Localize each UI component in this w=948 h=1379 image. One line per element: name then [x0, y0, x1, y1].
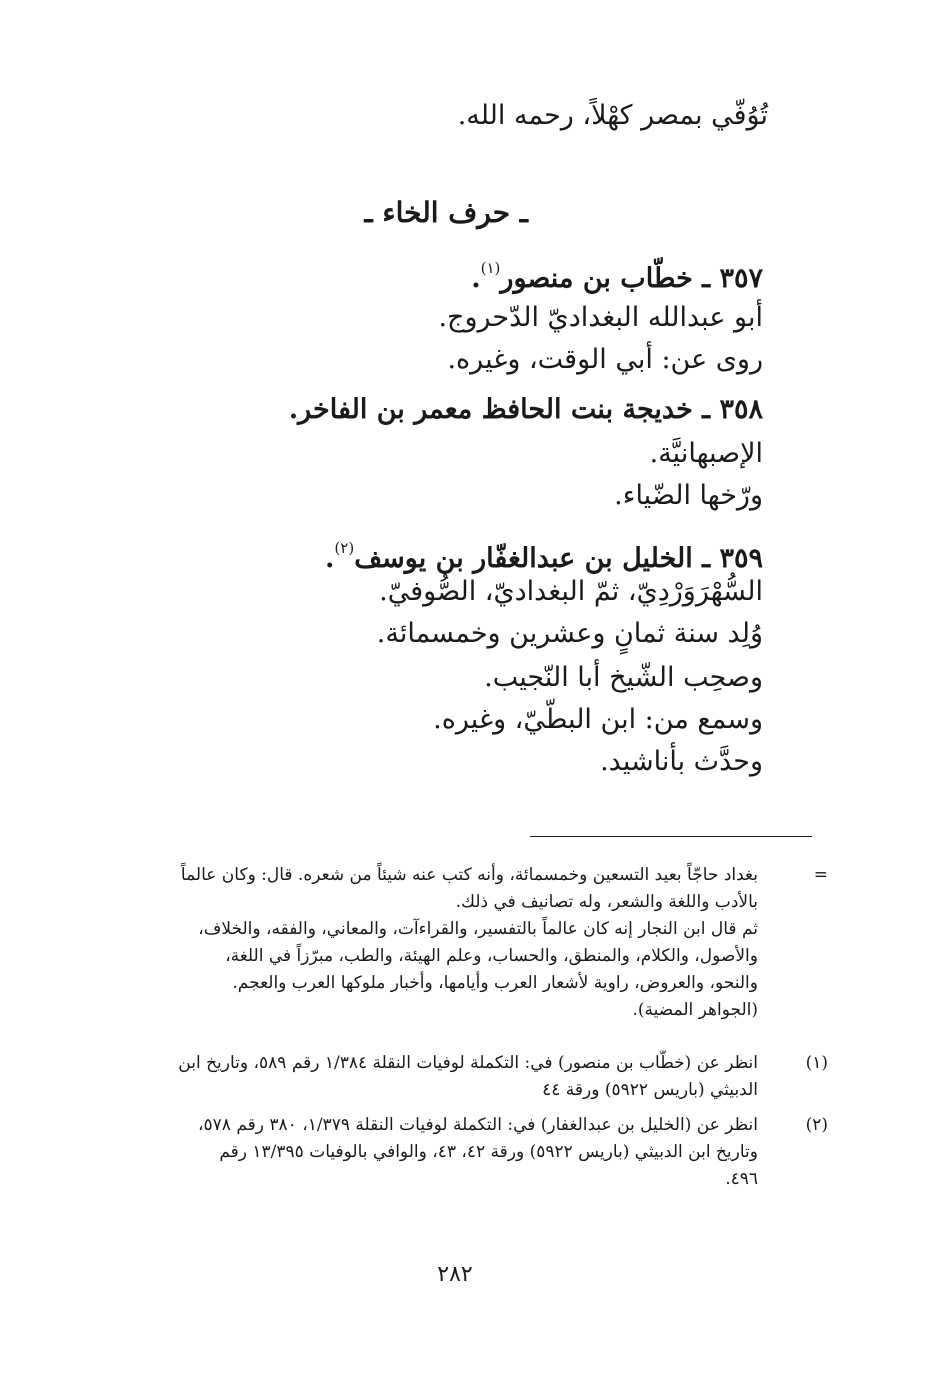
footnote-reference: (٢) [334, 539, 355, 557]
footnote-line: والأصول، والكلام، والمنطق، والحساب، وعلم الهيئة، والطب، مبرّزاً في اللغة، [225, 946, 758, 966]
footnote-number: (٢) [805, 1115, 828, 1135]
footnote-line: ٤٩٦. [725, 1169, 758, 1189]
entry-text-line: السُّهْرَوَرْدِيّ، ثمّ البغداديّ، الصُّوفيّ. [379, 576, 763, 607]
footnote-line: الدبيثي (باريس ٥٩٢٢) ورقة ٤٤ [542, 1080, 758, 1100]
entry-text-line: ورّخها الضّياء. [614, 480, 763, 511]
entry-text-line: وُلِد سنة ثمانٍ وعشرين وخمسمائة. [376, 618, 763, 649]
entry-heading [289, 390, 763, 430]
page-number: ٢٨٢ [437, 1262, 473, 1287]
entry-text-line: أبو عبدالله البغداديّ الدّحروج. [438, 302, 763, 333]
footnote-2 [98, 1112, 758, 1193]
entry-title: ٣٥٨ ـ خديجة بنت الحافظ معمر بن الفاخر. [288, 394, 763, 425]
footnote-line: انظر عن (الخليل بن عبدالغفار) في: التكملة لوفيات النقلة ١/٣٧٩، ٣٨٠ رقم ٥٧٨، [198, 1115, 758, 1135]
footnote-1 [98, 1050, 758, 1104]
footnote-line: (الجواهر المضية). [632, 1000, 758, 1020]
footnote-line: والنحو، والعروض، راوية لأشعار العرب وأيامها، وأخبار ملوكها العرب والعجم. [232, 973, 758, 993]
footnote-number: (١) [805, 1053, 828, 1073]
footnote-line: ثم قال ابن النجار إنه كان عالماً بالتفسير، والقراءآت، والمعاني، والفقه، والخلاف، [198, 919, 758, 939]
footnote-reference: (١) [480, 259, 501, 277]
entry-text-line: وسمع من: ابن البطّيّ، وغيره. [433, 704, 763, 735]
continuation-line: تُوُفّي بمصر كهْلاً، رحمه الله. [457, 100, 768, 131]
entry-title: ٣٥٧ ـ خطّاب بن منصور [500, 263, 763, 294]
section-heading: ـ حرف الخاء ـ [364, 196, 528, 229]
footnote-separator [530, 836, 812, 837]
footnote-line: بغداد حاجّاً بعيد التسعين وخمسمائة، وأنه كتب عنه شيئاً من شعره. قال: وكان عالماً [180, 865, 758, 885]
entry-title: ٣٥٩ ـ الخليل بن عبدالغفّار بن يوسف [354, 543, 763, 574]
entry-heading [471, 248, 763, 299]
entry-text-line: روى عن: أبي الوقت، وغيره. [447, 344, 763, 375]
entry-title-end: . [471, 263, 481, 294]
footnote-continuation-mark: = [813, 865, 828, 885]
footnote-continuation [98, 862, 758, 1024]
entry-text-line: وحدَّث بأناشيد. [600, 746, 763, 777]
entry-text-line: وصحِب الشّيخ أبا النّجيب. [484, 662, 763, 693]
footnote-line: بالأدب واللغة والشعر، وله تصانيف في ذلك. [455, 892, 758, 912]
entry-text-line: الإصبهانيَّة. [649, 438, 763, 469]
footnote-line: وتاريخ ابن الدبيثي (باريس ٥٩٢٢) ورقة ٤٢، ٤٣، والوافي بالوفيات ١٣/٣٩٥ رقم [219, 1142, 758, 1162]
entry-title-end: . [325, 543, 335, 574]
footnote-line: انظر عن (خطّاب بن منصور) في: التكملة لوفيات النقلة ١/٣٨٤ رقم ٥٨٩، وتاريخ ابن [178, 1053, 758, 1073]
